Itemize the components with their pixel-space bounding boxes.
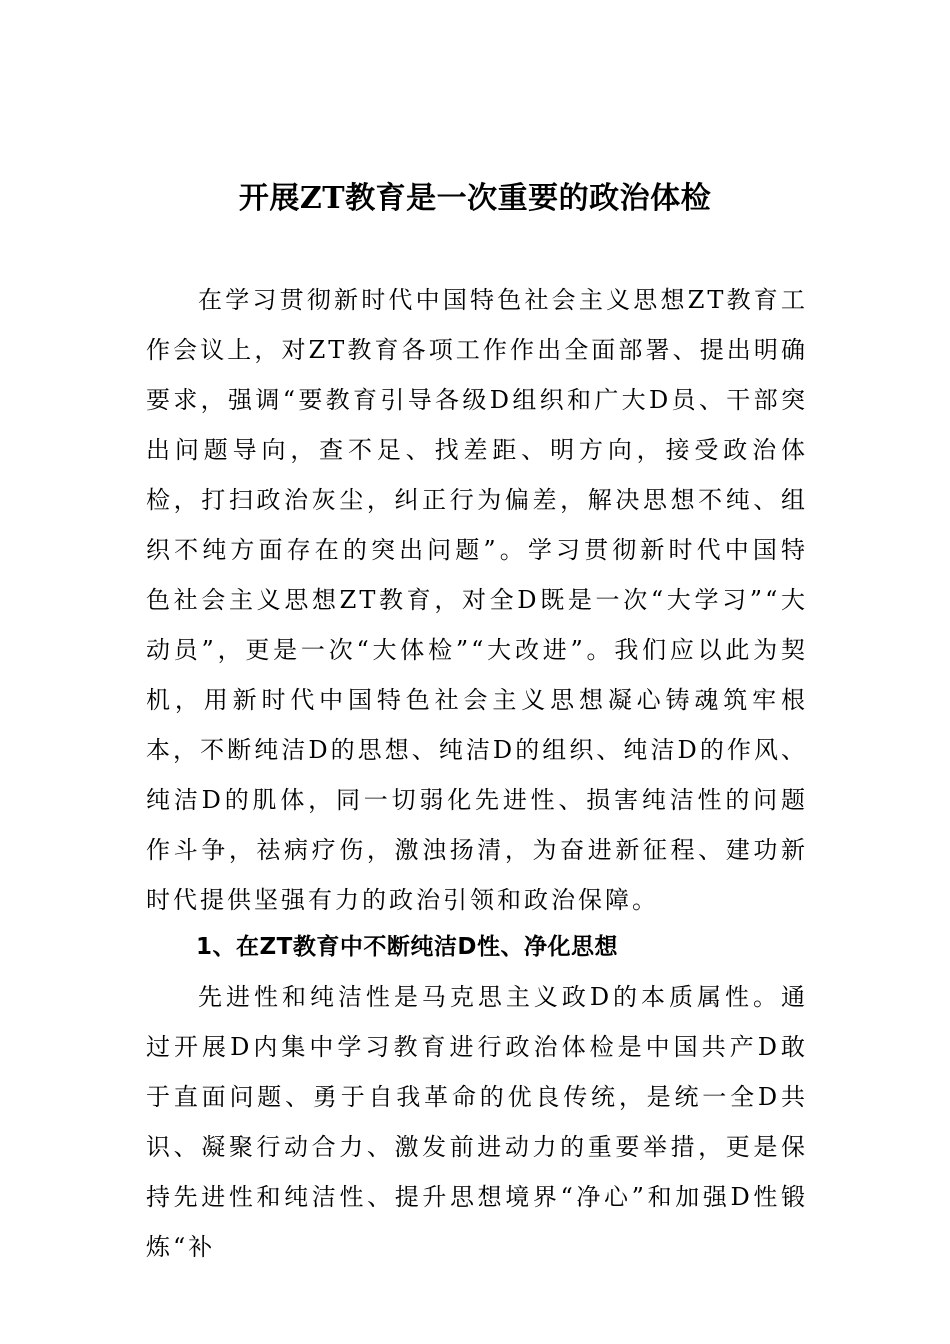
intro-paragraph: 在学习贯彻新时代中国特色社会主义思想ZT教育工作会议上，对ZT教育各项工作作出全面部署、提出明确要求，强调“要教育引导各级D组织和广大D员、干部突出问题导向，查不足、找差距、明方向，接受政治体检，打扫政治灰尘，纠正行为偏差，解决思想不纯、组织不纯方面存在的突出问题”。学习贯彻新时代中国特色社会主义思想ZT教育，对全D既是一次“大学习”“大动员”，更是一次“大体检”“大改进”。我们应以此为契机，用新时代中国特色社会主义思想凝心铸魂筑牢根本，不断纯洁D的思想、纯洁D的组织、纯洁D的作风、纯洁D的肌体，同一切弱化先进性、损害纯洁性的问题作斗争，祛病疗伤，激浊扬清，为奋进新征程、建功新时代提供坚强有力的政治引领和政治保障。 xyxy=(146,286,808,914)
section-heading: 1、在ZT教育中不断纯洁D性、净化思想 xyxy=(196,934,618,960)
document-title: 开展ZT教育是一次重要的政治体检 xyxy=(238,181,712,216)
section-paragraph: 先进性和纯洁性是马克思主义政D的本质属性。通过开展D内集中学习教育进行政治体检是中国共产D敢于直面问题、勇于自我革命的优良传统，是统一全D共识、凝聚行动合力、激发前进动力的重要举措，更是保持先进性和纯洁性、提升思想境界“净心”和加强D性锻炼“补 xyxy=(146,983,808,1261)
